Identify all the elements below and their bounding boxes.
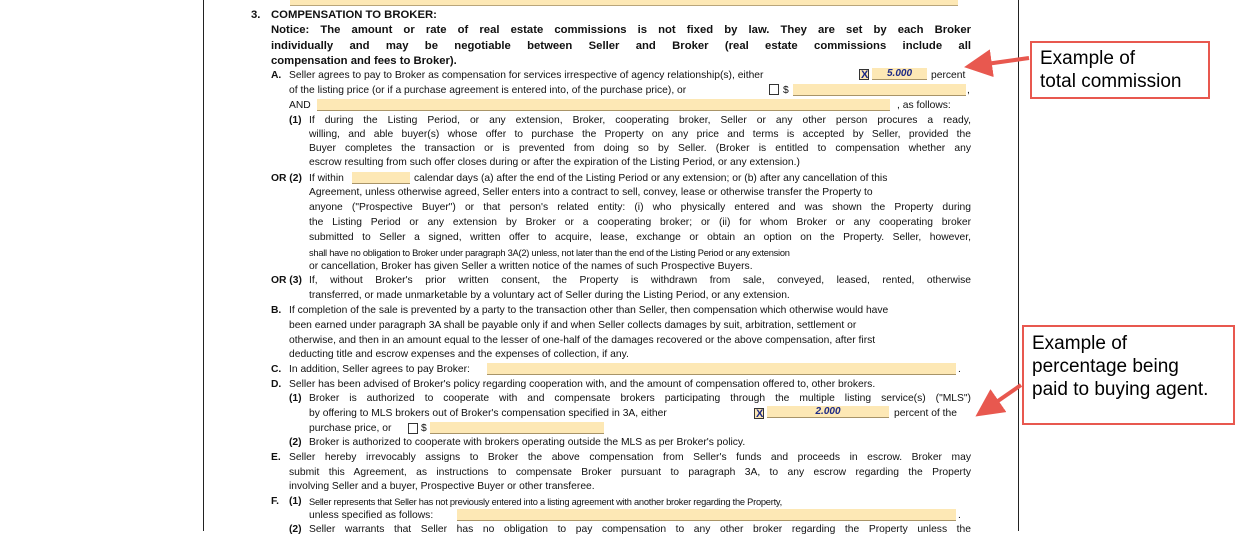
- a2-line-1: calendar days (a) after the end of the Listing Period or any extension; or (b) after any cancellation of this: [414, 173, 888, 184]
- annotation-total-line-2: total commission: [1040, 71, 1182, 92]
- paragraph-a-line-1: Seller agrees to pay to Broker as compensation for services irrespective of agency relationship(s), either: [289, 70, 764, 81]
- paragraph-a-line-2: of the listing price (or if a purchase agreement is entered into, of the purchase price), or: [289, 85, 687, 96]
- f1-text: Seller represents that Seller has not previously entered into a listing agreement with another broker regarding the Property,: [309, 497, 782, 507]
- d1-line-2: by offering to MLS brokers out of Broker's compensation specified in 3A, either: [309, 408, 667, 419]
- a2-line-7: or cancellation, Broker has given Seller a written notice of the names of such Prospective Buyers.: [309, 261, 753, 272]
- e-line-1: Seller hereby irrevocably assigns to Broker the above compensation from Seller's funds and proceeds in escrow. Broker may: [289, 452, 971, 463]
- c-text: In addition, Seller agrees to pay Broker:: [289, 364, 470, 375]
- buyer-agent-percent-field[interactable]: 2.000: [767, 406, 889, 418]
- a1-line-3: Buyer completes the transaction or is prevented from doing so by Seller. (Broker is entitled to compensation whether any: [309, 143, 971, 154]
- a2-label: OR (2): [271, 173, 302, 184]
- comma: ,: [967, 85, 970, 96]
- a1-line-1: If during the Listing Period, or any extension, Broker, cooperating broker, Seller or any other person procures a ready,: [309, 115, 971, 126]
- paragraph-c-label: C.: [271, 364, 282, 375]
- a3-line-1: If, without Broker's prior written consent, the Property is withdrawn from sale, conveyed, leased, rented, otherwise: [309, 275, 971, 286]
- b-line-4: deducting title and escrow expenses and the expenses of collection, if any.: [289, 349, 629, 360]
- arrow-to-total-commission: [972, 58, 1029, 66]
- annotation-total-line-1: Example of: [1040, 48, 1136, 69]
- a3-label: OR (3): [271, 275, 302, 286]
- f1-line-2: unless specified as follows:: [309, 510, 434, 521]
- f1-end: .: [958, 510, 961, 521]
- paragraph-a-label: A.: [271, 70, 282, 81]
- a2-line-2: Agreement, unless otherwise agreed, Seller enters into a contract to sell, convey, lease or otherwise transfer the Property to: [309, 187, 873, 198]
- f2-label: (2): [289, 524, 302, 535]
- percent-of-the: percent of the: [894, 408, 957, 419]
- a2-line-5: submitted to Seller a signed, written offer to acquire, lease, exchange or obtain an option on the Property. Seller, however,: [309, 232, 971, 243]
- annotation-buyer-line-2: percentage being: [1032, 356, 1179, 377]
- percent-label: percent: [931, 70, 966, 81]
- d1-line-1: Broker is authorized to cooperate with and compensate brokers participating through the multiple listing service(s) ("MLS"): [309, 393, 971, 404]
- d2-text: Broker is authorized to cooperate with brokers operating outside the MLS as per Broker's policy.: [309, 437, 746, 448]
- annotation-buyer-line-1: Example of: [1032, 333, 1128, 354]
- paragraph-e-label: E.: [271, 452, 281, 463]
- d1-dollar: $: [421, 423, 427, 434]
- a2-line-6: shall have no obligation to Broker under paragraph 3A(2) unless, not later than the end of the Listing Period or any extension: [309, 248, 790, 258]
- arrow-to-buyer-agent-percent: [982, 385, 1021, 412]
- a1-label: (1): [289, 115, 302, 126]
- a1-line-4: escrow resulting from such offer closes during or after the expiration of the Listing Period, or any extension.): [309, 157, 800, 168]
- e-line-2: submit this Agreement, as instructions to compensate Broker pursuant to paragraph 3A, to any escrow regarding the Property: [289, 467, 971, 478]
- as-follows: , as follows:: [897, 100, 951, 111]
- c-end: .: [958, 364, 961, 375]
- a1-line-2: willing, and able buyer(s) whose offer to purchase the Property on any price and terms is accepted by Seller, provided the: [309, 129, 971, 140]
- paragraph-b-label: B.: [271, 305, 282, 316]
- d2-label: (2): [289, 437, 302, 448]
- notice-line-2: individually and may be negotiable between Seller and Broker (real estate commissions include all: [271, 40, 971, 52]
- notice-line-1: Notice: The amount or rate of real estate commissions is not fixed by law. They are set by each Broker: [271, 24, 971, 36]
- and-label: AND: [289, 100, 311, 111]
- paragraph-d-label: D.: [271, 379, 282, 390]
- percent-checkbox-mls[interactable]: X: [756, 408, 764, 420]
- d1-label: (1): [289, 393, 302, 404]
- b-line-2: been earned under paragraph 3A shall be payable only if and when Seller collects damages by suit, arbitration, settlement or: [289, 320, 857, 331]
- d1-line-3: purchase price, or: [309, 423, 392, 434]
- e-line-3: involving Seller and a buyer, Prospective Buyer or other transferee.: [289, 481, 595, 492]
- a3-line-2: transferred, or made unmarketable by a voluntary act of Seller during the Listing Period, or any extension.: [309, 290, 790, 301]
- a2-line-3: anyone ("Prospective Buyer") or that person's related entity: (i) who physically entered and was shown the Property during: [309, 202, 971, 213]
- total-commission-field[interactable]: 5.000: [872, 68, 927, 80]
- f2-text: Seller warrants that Seller has no obligation to pay compensation to any other broker regarding the Property unless the: [309, 524, 971, 535]
- d-text: Seller has been advised of Broker's policy regarding cooperation with, and the amount of compensation offered to, other brokers.: [289, 379, 876, 390]
- notice-line-3: compensation and fees to Broker).: [271, 55, 457, 67]
- section-title: COMPENSATION TO BROKER:: [271, 9, 437, 21]
- a2-if: If within: [309, 173, 344, 184]
- section-number: 3.: [251, 9, 261, 21]
- a2-line-4: the Listing Period or any extension by Broker or a cooperating broker; or (ii) for whom Broker or any cooperating broker: [309, 217, 971, 228]
- percent-checkbox-total[interactable]: X: [861, 69, 869, 81]
- dollar-sign: $: [783, 85, 789, 96]
- f1-label: (1): [289, 496, 302, 507]
- paragraph-f-label: F.: [271, 496, 280, 507]
- b-line-3: otherwise, and then in an amount equal to the lesser of one-half of the damages recovered or the above compensation, after first: [289, 335, 876, 346]
- annotation-buyer-line-3: paid to buying agent.: [1032, 379, 1209, 400]
- b-line-1: If completion of the sale is prevented by a party to the transaction other than Seller, then compensation which otherwise would have: [289, 305, 889, 316]
